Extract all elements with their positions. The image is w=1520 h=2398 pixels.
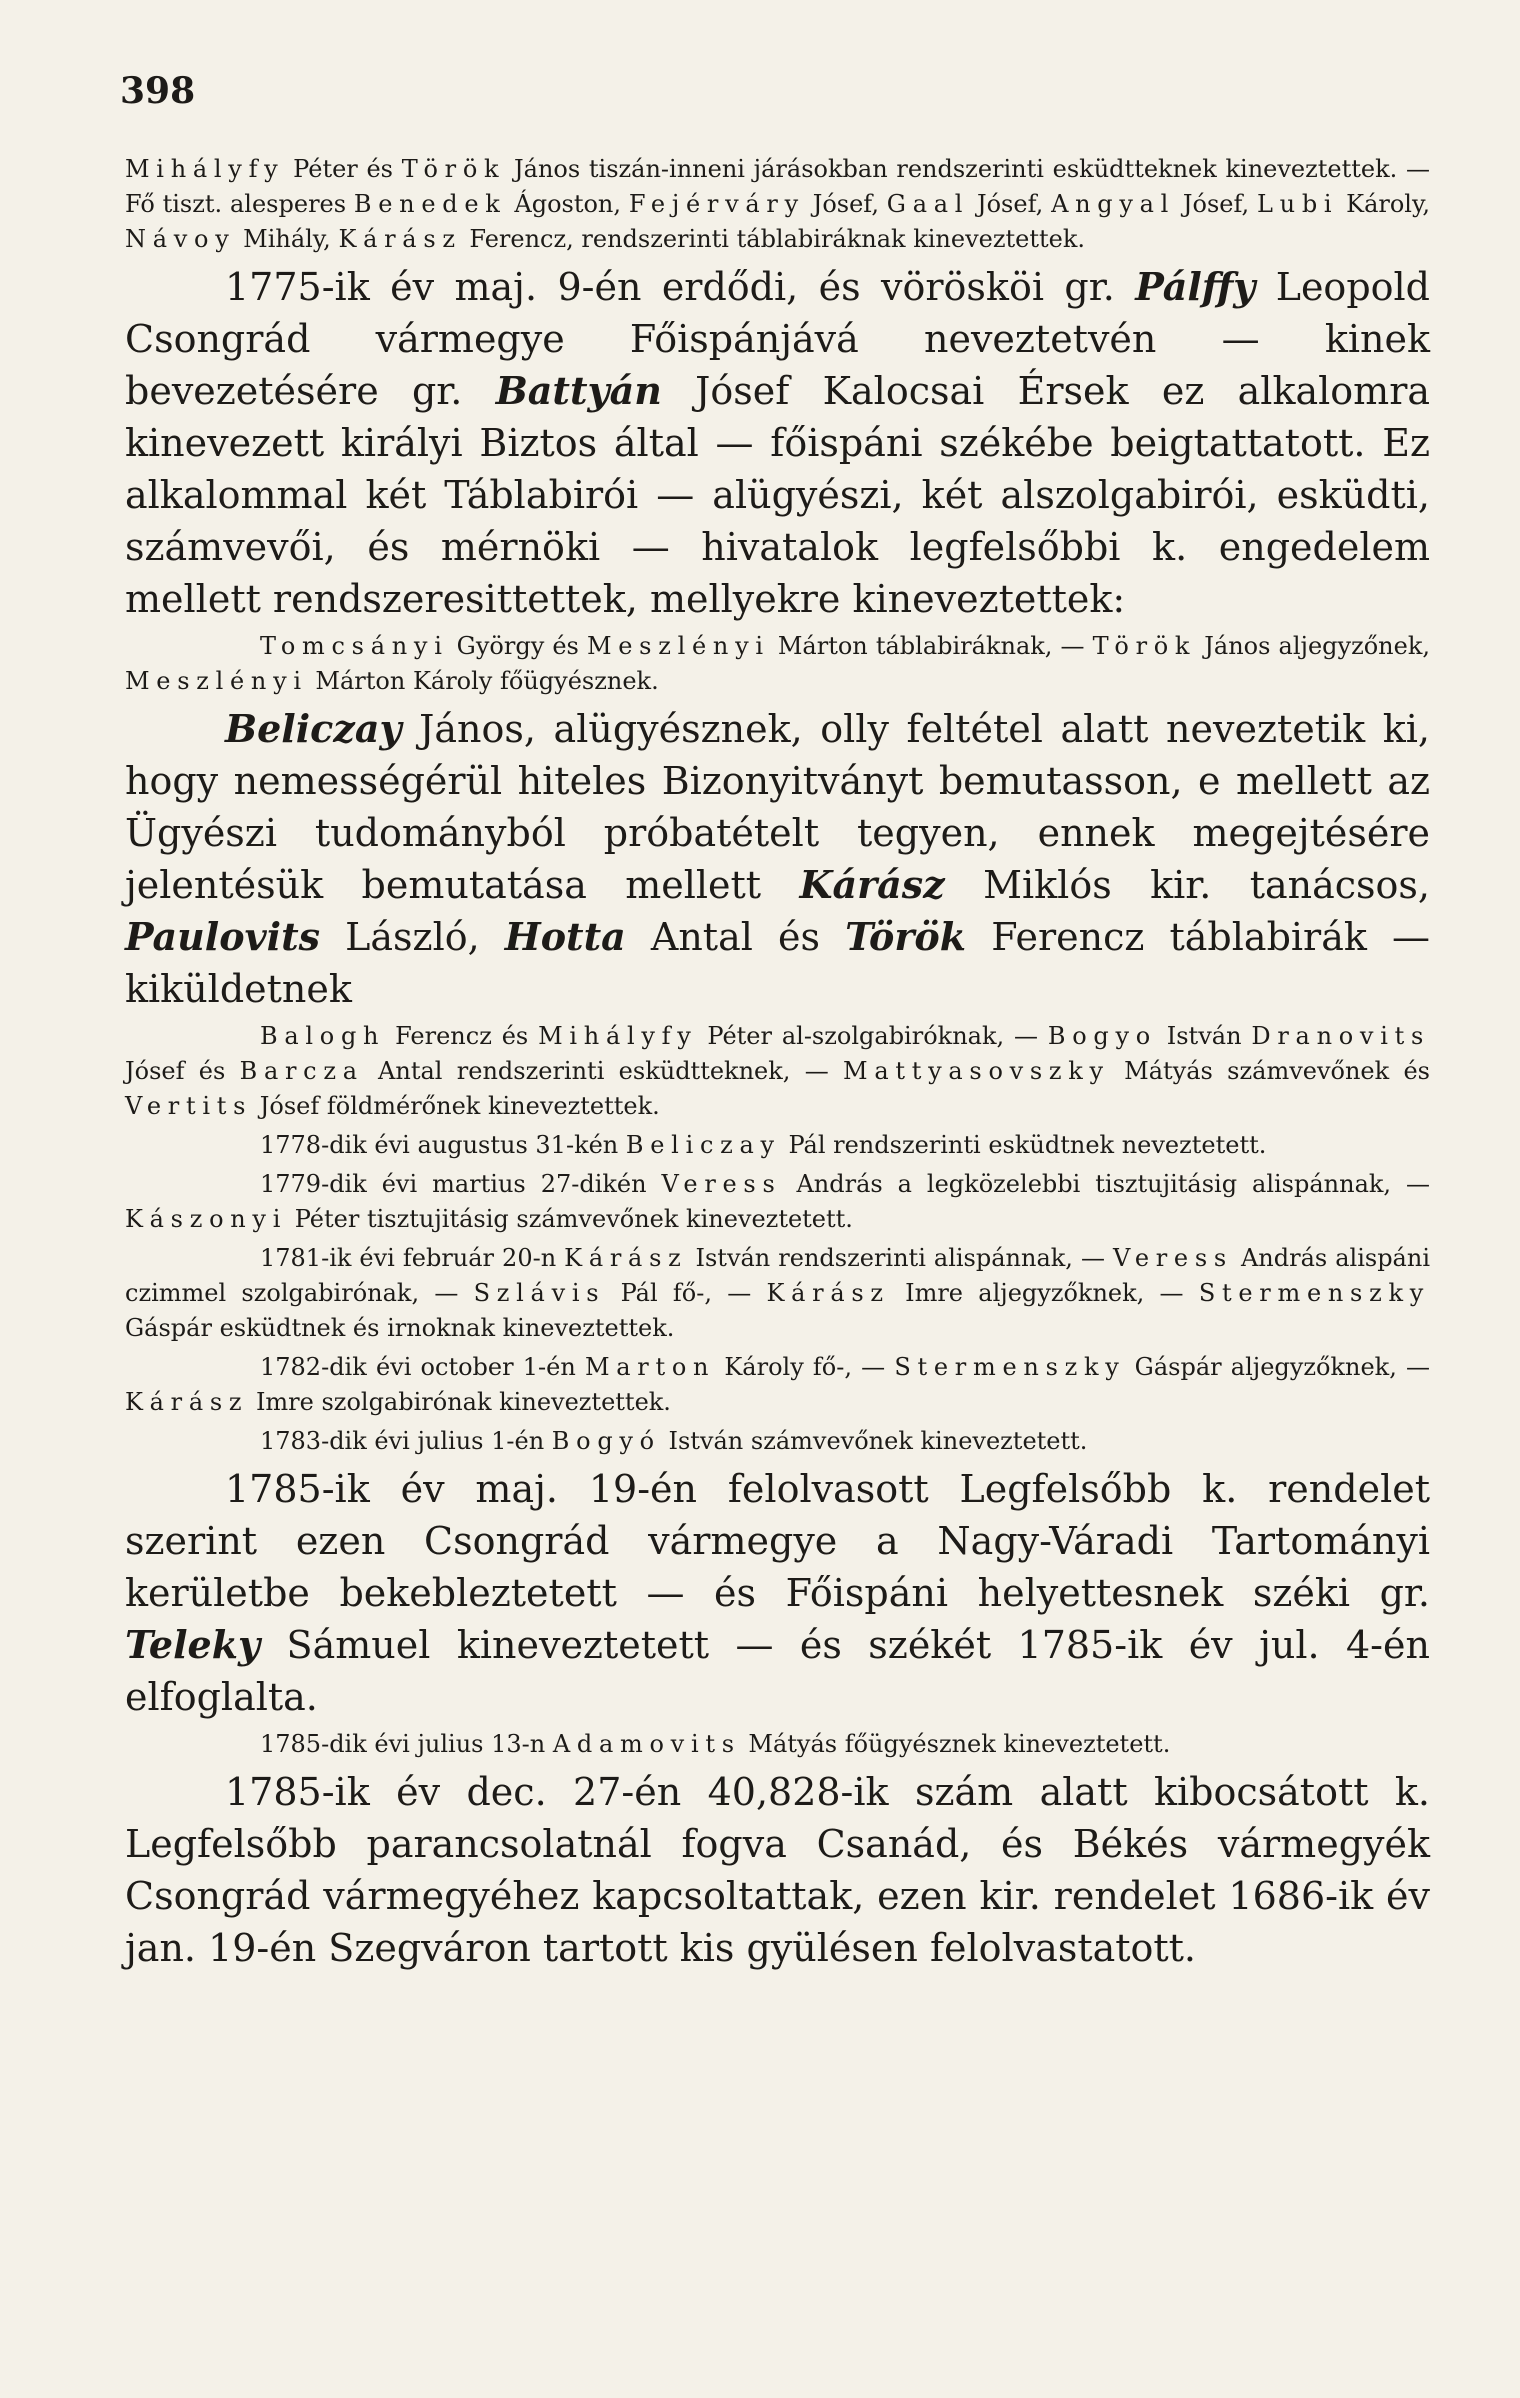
text-run: István (1156, 1022, 1252, 1050)
spaced-name: Mihályfy (538, 1022, 698, 1050)
spaced-name: Barcza (239, 1057, 364, 1085)
text-run: Sámuel kineveztetett — és székét 1785-ik év jul. 4-én elfoglalta. (125, 1623, 1430, 1719)
spaced-name: Meszlényi (125, 667, 308, 695)
spaced-name: Bogyo (1047, 1022, 1157, 1050)
text-run: Antal rendszerinti esküdtteknek, — (363, 1057, 844, 1085)
italic-name: Beliczay (225, 706, 402, 751)
text-run: János tiszán-inneni járásokban rendszerinti esküdtteknek kineveztettek. — Fő tiszt. alesperes (125, 155, 1431, 218)
text-run: István számvevőnek kineveztetett. (660, 1427, 1088, 1455)
spaced-name: Vertits (125, 1092, 253, 1120)
record-paragraph (125, 1167, 1430, 1237)
italic-name: Hotta (504, 914, 626, 959)
spaced-name: Török (1092, 632, 1197, 660)
spaced-name: Kárász (338, 225, 462, 253)
spaced-name: Veress (661, 1170, 782, 1198)
text-run: György és (448, 632, 587, 660)
text-run: 1785-ik év maj. 19-én felolvasott Legfelsőbb k. rendelet szerint ezen Csongrád vármegye a Nagy-Váradi Tartományi kerületbe bekebleztetett — és Főispáni helyettesnek széki gr. (125, 1467, 1430, 1615)
text-run: Gáspár esküdtnek és irnoknak kineveztettek. (125, 1314, 675, 1342)
body-paragraph (125, 261, 1430, 625)
text-run: László, (320, 915, 505, 959)
text-run: Mihály, (235, 225, 339, 253)
spaced-name: Tomcsányi (260, 632, 449, 660)
text-run: Jósef, (969, 190, 1052, 218)
text-run: Károly, (1338, 190, 1430, 218)
spaced-name: Návoy (125, 225, 236, 253)
spaced-name: Marton (584, 1353, 716, 1381)
spaced-name: Kászonyi (125, 1205, 288, 1233)
spaced-name: Kárász (125, 1388, 249, 1416)
body-paragraph (125, 1766, 1430, 1974)
spaced-name: Balogh (260, 1022, 386, 1050)
text-run: 1779-dik évi martius 27-dikén (260, 1170, 662, 1198)
italic-name: Török (845, 914, 967, 959)
spaced-name: Dranovits (1251, 1022, 1430, 1050)
text-run: Mátyás számvevőnek és (1109, 1057, 1430, 1085)
spaced-name: Stermenszky (894, 1353, 1126, 1381)
spaced-name: Stermenszky (1198, 1279, 1430, 1307)
spaced-name: Veress (1112, 1244, 1233, 1272)
text-run: János aljegyzőnek, (1196, 632, 1430, 660)
text-run: András alispáni czimmel szolgabirónak, — (125, 1244, 1430, 1307)
text-run: 1775-ik év maj. 9-én erdődi, és vörösköi gr. (225, 265, 1136, 309)
text-run: Ferencz táblabirák — kiküldetnek (125, 915, 1430, 1011)
text-run: István rendszerinti alispánnak, — (687, 1244, 1113, 1272)
italic-name: Kárász (799, 862, 945, 907)
spaced-name: Kárász (766, 1279, 890, 1307)
text-run: Ágoston, (506, 190, 629, 218)
text-run: Jósef, (1175, 190, 1257, 218)
spaced-name: Bogyó (551, 1427, 661, 1455)
spaced-name: Meszlényi (586, 632, 770, 660)
text-run: Miklós kir. tanácsos, (944, 863, 1430, 907)
record-paragraph (125, 629, 1430, 699)
text-run: Gáspár aljegyzőknek, — (1125, 1353, 1430, 1381)
italic-name: Teleky (125, 1622, 261, 1667)
text-run: Antal és (625, 915, 846, 959)
text-run: Péter tisztujitásig számvevőnek kineveztetett. (287, 1205, 853, 1233)
text-run: Mátyás főügyésznek kineveztetett. (740, 1730, 1171, 1758)
record-paragraph (125, 1350, 1430, 1420)
spaced-name: Szlávis (473, 1279, 606, 1307)
text-run: 1785-ik év dec. 27-én 40,828-ik szám alatt kibocsátott k. Legfelsőbb parancsolatnál fogva Csanád, és Békés vármegyék Csongrád vármegyéhez kapcsoltattak, ezen kir. rendelet 1686-ik év jan. 19-én Szegváron tartott kis gyülésen felolvastatott. (125, 1770, 1430, 1970)
text-run: Ferencz, rendszerinti táblabiráknak kineveztettek. (461, 225, 1086, 253)
text-run: Leopold Csongrád vármegye Főispánjává neveztetvén — kinek bevezetésére gr. (125, 265, 1430, 413)
body-paragraph (125, 703, 1430, 1015)
text-run: Károly fő-, — (715, 1353, 895, 1381)
italic-name: Pálffy (1135, 264, 1256, 309)
text-run: Jósef és (125, 1057, 240, 1085)
text-run: Pál fő-, — (605, 1279, 767, 1307)
text-run: Ferencz és (385, 1022, 539, 1050)
text-run: Pál rendszerinti esküdtnek neveztetett. (780, 1131, 1267, 1159)
text-run: Márton Károly főügyésznek. (307, 667, 659, 695)
spaced-name: Lubi (1256, 190, 1339, 218)
body-paragraph (125, 1463, 1430, 1723)
spaced-name: Kárász (564, 1244, 688, 1272)
text-run: János, alügyésznek, olly feltétel alatt neveztetik ki, hogy nemességérül hiteles Bizonyitványt bemutasson, e mellett az Ügyészi tudományból próbatételt tegyen, ennek megejtésére jelentésük bemutatása mellett (125, 707, 1430, 907)
text-run: Péter al-szolgabiróknak, — (697, 1022, 1048, 1050)
page-text (125, 152, 1430, 1974)
spaced-name: Adamovits (552, 1730, 741, 1758)
page-number: 398 (120, 70, 196, 112)
italic-name: Paulovits (125, 914, 321, 959)
text-run: Imre aljegyzőknek, — (889, 1279, 1199, 1307)
record-paragraph (125, 152, 1430, 257)
text-run: 1785-dik évi julius 13-n (260, 1730, 553, 1758)
text-run: Imre szolgabirónak kineveztettek. (248, 1388, 671, 1416)
text-run: 1778-dik évi augustus 31-kén (260, 1131, 626, 1159)
spaced-name: Benedek (353, 190, 507, 218)
record-paragraph (125, 1128, 1430, 1163)
record-paragraph (125, 1019, 1430, 1124)
spaced-name: Török (401, 155, 506, 183)
spaced-name: Fejérváry (628, 190, 805, 218)
text-run: Péter és (284, 155, 402, 183)
text-run: Jósef, (804, 190, 887, 218)
record-paragraph (125, 1727, 1430, 1762)
spaced-name: Angyal (1051, 190, 1176, 218)
text-run: 1782-dik évi october 1-én (260, 1353, 585, 1381)
record-paragraph (125, 1424, 1430, 1459)
spaced-name: Gaal (886, 190, 970, 218)
spaced-name: Beliczay (625, 1131, 781, 1159)
spaced-name: Mihályfy (125, 155, 285, 183)
text-run: 1781-ik évi február 20-n (260, 1244, 565, 1272)
italic-name: Battyán (495, 368, 662, 413)
text-run: 1783-dik évi julius 1-én (260, 1427, 552, 1455)
text-run: Jósef földmérőnek kineveztettek. (252, 1092, 660, 1120)
text-run: Jósef Kalocsai Érsek ez alkalomra kinevezett királyi Biztos által — főispáni székébe beigtattatott. Ez alkalommal két Táblabirói — alügyészi, két alszolgabirói, esküdti, számvevői, és mérnöki — hivatalok legfelsőbbi k. engedelem mellett rendszeresittettek, mellyekre kineveztettek: (125, 369, 1431, 621)
spaced-name: Mattyasovszky (843, 1057, 1110, 1085)
text-run: András a legközelebbi tisztujitásig alispánnak, — (781, 1170, 1431, 1198)
record-paragraph (125, 1241, 1430, 1346)
text-run: Márton táblabiráknak, — (769, 632, 1093, 660)
